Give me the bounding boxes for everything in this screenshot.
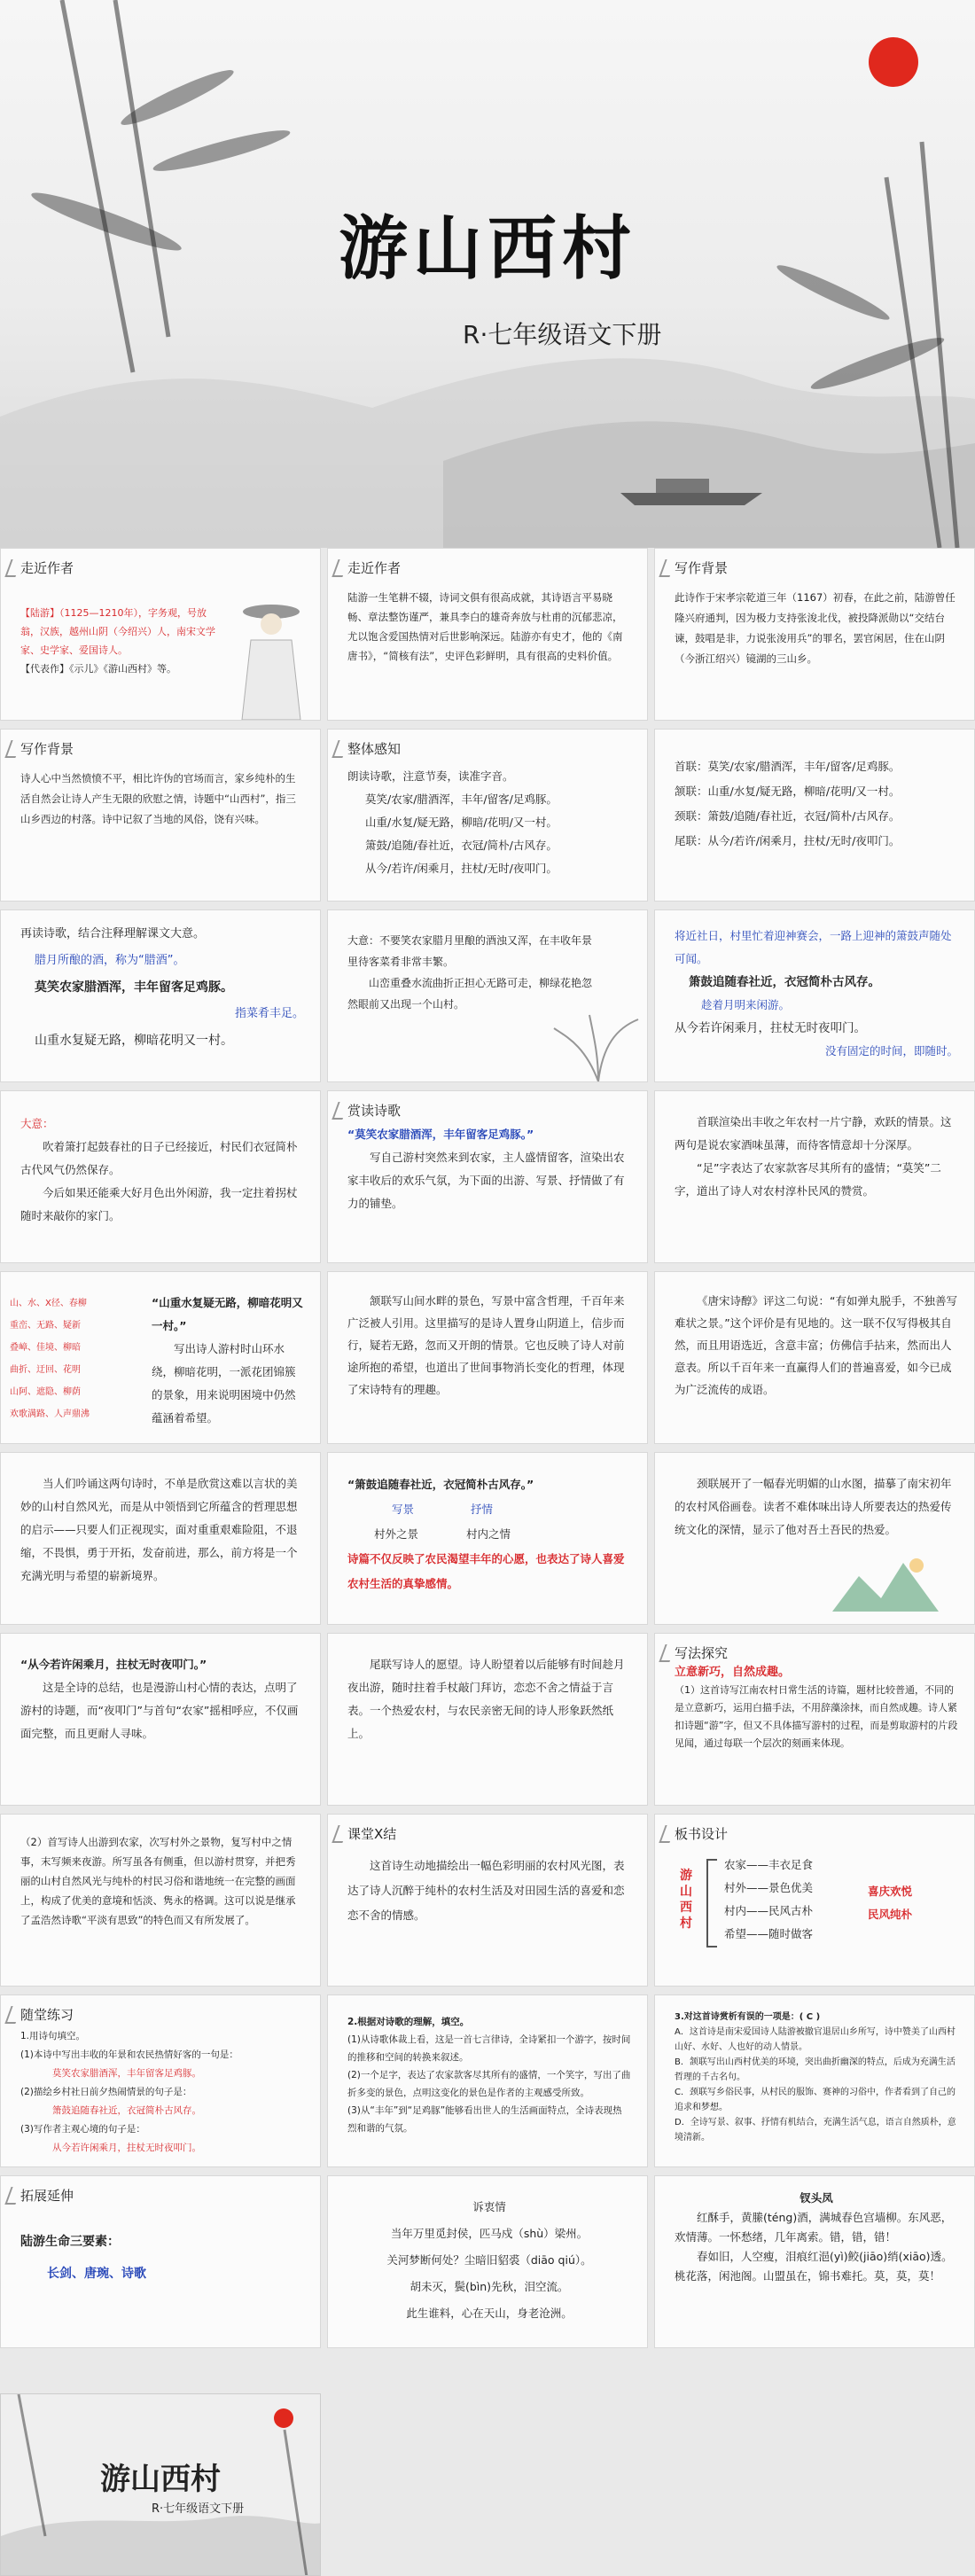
slide-couplets [654, 729, 975, 902]
author-intro: 【陆游】（1125—1210年），字务观，号放翁，汉族，越州山阴（今绍兴）人，南宋文学家、史学家、爱国诗人。 [20, 607, 215, 656]
answer-1: 莫笑农家腊酒浑，丰年留客足鸡豚。 [52, 2068, 201, 2079]
page-subtitle: R·七年级语文下册 [463, 320, 662, 349]
couplet-1: 首联：莫笑/农家/腊酒浑，丰年/留客/足鸡豚。 [675, 760, 901, 773]
analysis: 尾联写诗人的愿望。诗人盼望着以后能够有时间趁月夜出游，随时拄着手杖敲门拜访，恋恋不舍之情益于言表。一个热爱农村，与农民亲密无间的诗人形象跃然纸上。 [347, 1658, 625, 1740]
analysis: 这是全诗的总结，也是漫游山村心情的表达，点明了游村的诗题，而“夜叩门”与首句“农家”摇相呼应，不仅画面完整，而且更耐人寻味。 [20, 1681, 299, 1740]
quoted-line: “从今若许闲乘月，拄杖无时夜叩门。” [20, 1658, 207, 1671]
quoted-line: “箫鼓追随春社近，衣冠简朴古风存。” [347, 1478, 534, 1491]
question: 3.对这首诗赏析有误的一项是：( C ) [675, 2012, 821, 2022]
slide-background-2 [0, 729, 321, 902]
slide-practice-2 [327, 1994, 648, 2167]
answer-3: 从今若许闲乘月，拄杖无时夜叩门。 [52, 2143, 201, 2153]
couplet-2: 颔联：山重/水复/疑无路，柳暗/花明/又一村。 [675, 785, 901, 798]
slide-meaning-1 [327, 909, 648, 1082]
slide-annotation-2 [654, 909, 975, 1082]
slide-practice-1 [0, 1994, 321, 2167]
board-line-1: 农家——丰衣足食 [724, 1858, 814, 1871]
analysis: 颔联写山间水畔的景色，写景中富含哲理，千百年来广泛被人引用。这里描写的是诗人置身山阴道上，信步而行，疑若无路，忽而又开朗的情景。它也反映了诗人对前途所抱的希望，也道出了世间事物消长变化的哲理，体现了宋诗特有的理趣。 [347, 1294, 625, 1396]
option-d: D．全诗写景、叙事、抒情有机结合，充满生活气息，语言自然质朴，意境清新。 [675, 2118, 956, 2143]
slide-body: 陆游一生笔耕不辍，诗词文俱有很高成就，其诗语言平易晓畅、章法整饬谨严，兼具李白的雄奇奔放与杜甫的沉郁悲凉，尤以饱含爱国热情对后世影响深远。陆游亦有史才，他的《南唐书》，“简核有法”，史评色彩鲜明，具有很高的史料价值。 [347, 591, 623, 662]
slide-heading: 整体感知 [347, 738, 401, 760]
scene-emotion-labels: 写景 抒情 [392, 1503, 493, 1516]
poem-line-4: 此生谁料，心在天山，身老沧洲。 [406, 2307, 573, 2320]
analysis: 《唐宋诗醇》评这二句说：“有如弹丸脱手，不独善写难状之景。”这个评价是有见地的。这一联不仅写得极其自然，而且用语选近，含意丰富；仿佛信手拈来，然而出人意表。所以千百年来一直赢得人们的普遍喜爱，如今已成为广泛流传的成语。 [675, 1294, 957, 1396]
slide-second-couplet-1 [0, 1271, 321, 1444]
meaning-2: 今后如果还能乘大好月色出外闲游，我一定拄着拐杖随时来敲你的家门。 [20, 1186, 298, 1222]
slide-background-1 [654, 548, 975, 721]
sub-question-2: (2)描绘乡村社日前夕热闹情景的句子是： [20, 2087, 192, 2097]
scene-labels: 村外之景 村内之情 [374, 1527, 511, 1541]
quoted-line: “山重水复疑无路，柳暗花明又一村。” [152, 1296, 303, 1332]
meaning-1: 吹着箫打起鼓春社的日子已经接近，村民们衣冠简朴古代风气仍然保存。 [20, 1140, 298, 1176]
couplet-4: 尾联：从今/若许/闲乘月，拄杖/无时/夜叩门。 [675, 834, 901, 847]
slide-heading: 写法探究 [675, 1643, 728, 1664]
sub-question-2: (2)一个足字，表达了农家款客尽其所有的盛情，一个笑字，写出了曲折多变的景色，点明这变化的景色是作者的主观感受所致。 [347, 2070, 631, 2098]
svg-text:山阿、遮隐、柳荫: 山阿、遮隐、柳荫 [10, 1387, 81, 1397]
analysis: 颈联展开了一幅春光明媚的山水图，描摹了南宋初年的农村风俗画卷。读者不难体味出诗人所要表达的热爱传统文化的深情，显示了他对吾土吾民的热爱。 [675, 1477, 952, 1536]
slide-board-design [654, 1814, 975, 1987]
board-line-4: 希望——随时做客 [724, 1927, 814, 1940]
poem-line-2: 关河梦断何处？尘暗旧貂裘（diāo qiú）。 [386, 2253, 592, 2267]
reading-instruction: 朗读诗歌，注意节奏，读准字音。 [347, 769, 514, 783]
poem-line-4: 从今/若许/闲乘月，拄杖/无时/夜叩门。 [365, 862, 558, 875]
svg-text:叠嶂、佳境、柳暗: 叠嶂、佳境、柳暗 [10, 1343, 81, 1353]
analysis: 写自己游村突然来到农家，主人盛情留客，渲染出农家丰收后的欢乐气氛，为下面的出游、写景、抒情做了有力的铺垫。 [347, 1151, 625, 1210]
svg-text:欢歌满路、人声鼎沸: 欢歌满路、人声鼎沸 [10, 1409, 90, 1419]
board-result-2: 民风纯朴 [868, 1908, 913, 1921]
slide-first-couplet [654, 1090, 975, 1263]
slide-heading: 赏读诗歌 [347, 1100, 401, 1121]
slide-second-couplet-2 [327, 1271, 648, 1444]
slide-practice-3 [654, 1994, 975, 2167]
note-chengyue: 趁着月明来闲游。 [701, 998, 791, 1011]
slide-heading: 写作背景 [20, 738, 74, 760]
poem-line-3: 箫鼓/追随/春社近，衣冠/简朴/古风存。 [365, 839, 558, 852]
slide-appreciation-1 [327, 1090, 648, 1263]
slide-third-couplet-1 [327, 1452, 648, 1625]
three-elements: 长剑、唐琬、诗歌 [47, 2267, 146, 2281]
orchid-icon [550, 1011, 647, 1081]
representative-works: 【代表作】《示儿》《游山西村》等。 [20, 663, 176, 675]
slide-meaning-2 [0, 1090, 321, 1263]
poem-line-1: 莫笑农家腊酒浑，丰年留客足鸡豚。 [35, 980, 233, 995]
note-zu: 指菜肴丰足。 [234, 1007, 304, 1020]
title-slide [0, 0, 975, 548]
closing-slide [0, 2393, 321, 2576]
slide-reading-rhythm [327, 729, 648, 902]
slide-poem-suzhongqing [327, 2175, 648, 2348]
slide-annotation-1 [0, 909, 321, 1082]
poem-stanza-1: 红酥手，黄縢(téng)酒，满城春色宫墙柳。东风恶，欢情薄。一怀愁绪，几年离索。错，错，错！ [675, 2211, 953, 2244]
analysis: 写出诗人游村时山环水绕，柳暗花明，一派花团锦簇的景象，用来说明困境中仍然蕴涵着希望。 [152, 1342, 296, 1425]
analysis: （1）这首诗写江南农村日常生活的诗篇，题材比较普通，不同的是立意新巧，运用白描手法，不用辞藻涂抹，而自然成趣。诗人紧扣诗题“游”字，但又不具体描写游村的过程，而是剪取游村的片段见闻，通过每联一个层次的刻画来体现。 [675, 1684, 958, 1749]
sub-question-3: (3)从“丰年”到“足鸡豚”能够看出世人的生活画面特点，全诗表现热烈和谐的气氛。 [347, 2105, 622, 2134]
slide-heading: 板书设计 [675, 1823, 728, 1845]
instruction: 再读诗歌，结合注释理解课文大意。 [20, 927, 206, 941]
note-chegu: 将近社日，村里忙着迎神赛会，一路上迎神的箫鼓声随处可闻。 [675, 929, 952, 965]
note-wushi: 没有固定的时间，即随时。 [824, 1044, 958, 1058]
slide-poem-chaitoufeng [654, 2175, 975, 2348]
option-b: B．颔联写出山西村优美的环境，突出曲折幽深的特点，后成为充满生活哲理的千古名句。 [675, 2057, 956, 2082]
couplet-3: 颈联：箫鼓/追随/春社近，衣冠/简朴/古风存。 [675, 809, 901, 823]
note-layi: 腊月所酿的酒，称为“腊酒”。 [35, 954, 185, 967]
slide-author-2 [327, 548, 648, 721]
quoted-line: “莫笑农家腊酒浑，丰年留客足鸡豚。” [347, 1128, 534, 1141]
poem-stanza-2: 春如旧，人空瘦，泪痕红浥(yì)鲛(jiāo)绡(xiāo)透。桃花落，闲池阁。山盟虽在，锦书难托。莫，莫，莫！ [675, 2250, 953, 2283]
slide-heading: 课堂X结 [347, 1823, 396, 1845]
poem-line-2: 山重/水复/疑无路，柳暗/花明/又一村。 [365, 816, 558, 829]
analysis-1: 首联渲染出丰收之年农村一片宁静，欢跃的情景。这两句是说农家酒味虽薄，而待客情意却十分深厚。 [675, 1115, 952, 1151]
slide-heading: 走近作者 [347, 558, 401, 579]
page-title: 游山西村 [338, 209, 636, 289]
svg-text:曲折、迂回、花明: 曲折、迂回、花明 [10, 1365, 81, 1375]
analysis: （2）首写诗人出游到农家，次写村外之景物，复写村中之情事，末写频来夜游。所写虽各有侧重，但以游村贯穿，并把秀丽的山村自然风光与纯朴的村民习俗和谐地统一在完整的画面上，构成了优美的意境和恬淡、隽永的格调。这可以说是继承了孟浩然诗歌“平淡有思致”的特色而又有所发展了。 [20, 1836, 296, 1926]
svg-text:重峦、无路、疑新: 重峦、无路、疑新 [10, 1321, 81, 1331]
poem-line-1: 当年万里觅封侯，匹马戍（shù）梁州。 [390, 2227, 589, 2240]
slide-body: 诗人心中当然愤愤不平，相比许伪的官场而言，家乡纯朴的生活自然会让诗人产生无限的欣慰之情，诗题中“山西村”，指三山乡西边的村落。诗中记叙了当地的风俗，饶有兴味。 [20, 772, 296, 825]
poem-line-2: 山重水复疑无路，柳暗花明又一村。 [35, 1034, 233, 1048]
analysis: 当人们吟诵这两句诗时，不单是欣赏这难以言状的美妙的山村自然风光，而是从中领悟到它所蕴含的哲理思想的启示——只要人们正视现实，面对重重艰难险阻，不退缩，不畏惧，勇于开拓，发奋前进，那么，前方将是一个充满光明与希望的崭新境界。 [20, 1477, 298, 1582]
poem-line-3: 胡未灭，鬓(bìn)先秋，泪空流。 [410, 2280, 569, 2293]
poem-line-4: 从今若许闲乘月，拄杖无时夜叩门。 [675, 1021, 866, 1035]
slide-philosophy [0, 1452, 321, 1625]
option-a: A．这首诗是南宋爱国诗人陆游被撤官退居山乡所写，诗中赞美了山西村山好、水好、人也好的动人情景。 [675, 2027, 956, 2052]
board-line-3: 村内——民风古朴 [724, 1904, 814, 1917]
board-title: 游山西村 [680, 1869, 692, 1931]
theme: 诗篇不仅反映了农民渴望丰年的心愿，也表达了诗人喜爱农村生活的真挚感情。 [347, 1552, 625, 1590]
closing-title: 游山西村 [100, 2462, 221, 2497]
slide-final-couplet-1 [0, 1633, 321, 1806]
poet-portrait-icon [231, 587, 311, 720]
slide-summary [327, 1814, 648, 1987]
style-point: 立意新巧，自然成趣。 [675, 1666, 791, 1679]
slide-author-1 [0, 548, 321, 721]
slide-second-couplet-3 [654, 1271, 975, 1444]
slide-heading: 随堂练习 [20, 2004, 74, 2026]
meaning-label: 大意： [20, 1117, 54, 1130]
slide-third-couplet-2 [654, 1452, 975, 1625]
board-line-2: 村外——景色优美 [724, 1881, 814, 1894]
option-c: C．颈联写乡俗民事，从村民的服饰、赛神的习俗中，作者看到了自己的追求和梦想。 [675, 2088, 956, 2112]
slide-body: 此诗作于宋孝宗乾道三年（1167）初春，在此之前，陆游曾任隆兴府通判，因为极力支持张浚北伐，被投降派勋以“交结台谏，鼓唱是非，力说张浚用兵”的罪名，罢官闲居，住在山阴（今浙江绍兴）镜湖的三山乡。 [675, 591, 956, 665]
slide-final-couplet-2 [327, 1633, 648, 1806]
meaning-2: 山峦重叠水流曲折正担心无路可走，柳绿花艳忽然眼前又出现一个山村。 [347, 977, 593, 1011]
sub-question-1: (1)本诗中写出丰收的年景和农民热情好客的一句是： [20, 2049, 238, 2060]
red-sun [274, 2408, 293, 2428]
question: 1.用诗句填空。 [20, 2031, 86, 2041]
slide-heading: 写作背景 [675, 558, 728, 579]
idioms-word-cloud-icon [10, 1288, 143, 1439]
three-elements-label: 陆游生命三要素： [20, 2235, 120, 2249]
closing-subtitle: R·七年级语文下册 [152, 2502, 245, 2516]
landscape-icon [832, 1550, 939, 1612]
poem-title: 诉衷情 [472, 2200, 506, 2213]
poem-title: 钗头凤 [800, 2191, 833, 2205]
poem-line-3: 箫鼓追随春社近，衣冠简朴古风存。 [689, 975, 880, 989]
summary-text: 这首诗生动地描绘出一幅色彩明丽的农村风光图，表达了诗人沉醉于纯朴的农村生活及对田园生活的喜爱和恋恋不舍的情感。 [347, 1859, 625, 1922]
sub-question-1: (1)从诗歌体裁上看，这是一首七言律诗，全诗紧扣一个游字，按时间的推移和空间的转换来叙述。 [347, 2034, 631, 2063]
red-sun [869, 37, 918, 87]
slide-writing-style-1 [654, 1633, 975, 1806]
meaning-1: 大意：不要笑农家腊月里酿的酒浊又浑，在丰收年景里待客菜肴非常丰繁。 [347, 934, 593, 968]
slide-extension [0, 2175, 321, 2348]
board-result-1: 喜庆欢悦 [868, 1885, 913, 1898]
slide-writing-style-2 [0, 1814, 321, 1987]
slide-heading: 走近作者 [20, 558, 74, 579]
slide-heading: 拓展延伸 [20, 2185, 74, 2206]
svg-text:山、水、X径、春柳: 山、水、X径、春柳 [10, 1299, 87, 1308]
answer-2: 箫鼓追随春社近，衣冠简朴古风存。 [52, 2105, 201, 2116]
poem-line-1: 莫笑/农家/腊酒浑，丰年/留客/足鸡豚。 [365, 792, 558, 806]
analysis-2: “足”字表达了农家款客尽其所有的盛情；“莫笑”二字，道出了诗人对农村淳朴民风的赞赏。 [675, 1161, 941, 1198]
sub-question-3: (3)写作者主观心境的句子是： [20, 2124, 145, 2135]
question: 2.根据对诗歌的理解，填空。 [347, 2017, 470, 2027]
